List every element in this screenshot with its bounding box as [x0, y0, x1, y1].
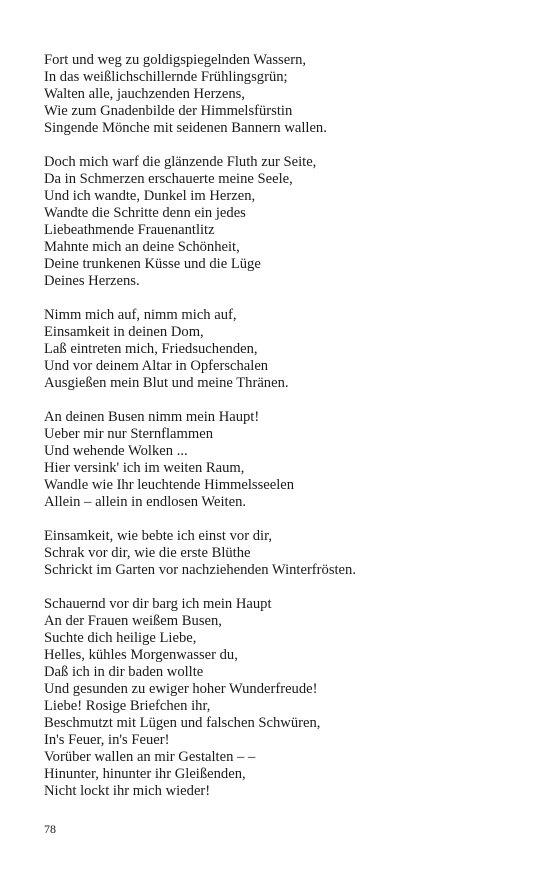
- poem-line: Mahnte mich an deine Schönheit,: [44, 239, 240, 255]
- poem-line: Wie zum Gnadenbilde der Himmelsfürstin: [44, 103, 293, 119]
- poem-line: An deinen Busen nimm mein Haupt!: [44, 409, 260, 425]
- poem-line: Schrickt im Garten vor nachziehenden Winterfrösten.: [44, 562, 356, 578]
- stanza-1: [44, 52, 524, 137]
- poem-line: Da in Schmerzen erschauerte meine Seele,: [44, 171, 293, 187]
- poem-line: Nicht lockt ihr mich wieder!: [44, 783, 211, 799]
- poem-line: An der Frauen weißem Busen,: [44, 613, 222, 629]
- poem-line: Deine trunkenen Küsse und die Lüge: [44, 256, 261, 272]
- poem-line: Und vor deinem Altar in Opferschalen: [44, 358, 269, 374]
- poem-text: [44, 52, 524, 817]
- poem-line: Wandle wie Ihr leuchtende Himmelsseelen: [44, 477, 295, 493]
- poem-line: Und wehende Wolken ...: [44, 443, 188, 459]
- poem-line: Suchte dich heilige Liebe,: [44, 630, 197, 646]
- poem-line: Schauernd vor dir barg ich mein Haupt: [44, 596, 272, 612]
- stanza-6: [44, 596, 524, 800]
- page-number: 78: [44, 822, 56, 836]
- poem-line: Und ich wandte, Dunkel im Herzen,: [44, 188, 256, 204]
- poem-line: Hier versink' ich im weiten Raum,: [44, 460, 245, 476]
- poem-line: In das weißlichschillernde Frühlingsgrün;: [44, 69, 288, 85]
- stanza-4: [44, 409, 524, 511]
- poem-line: Und gesunden zu ewiger hoher Wunderfreude!: [44, 681, 318, 697]
- poem-line: Einsamkeit in deinen Dom,: [44, 324, 204, 340]
- poem-line: In's Feuer, in's Feuer!: [44, 732, 170, 748]
- poem-line: Allein – allein in endlosen Weiten.: [44, 494, 247, 510]
- poem-line: Laß eintreten mich, Friedsuchenden,: [44, 341, 258, 357]
- poem-line: Wandte die Schritte denn ein jedes: [44, 205, 246, 221]
- poem-line: Nimm mich auf, nimm mich auf,: [44, 307, 237, 323]
- stanza-2: [44, 154, 524, 290]
- poem-line: Liebe! Rosige Briefchen ihr,: [44, 698, 211, 714]
- stanza-5: [44, 528, 524, 579]
- poem-line: Ausgießen mein Blut und meine Thränen.: [44, 375, 289, 391]
- poem-line: Schrak vor dir, wie die erste Blüthe: [44, 545, 251, 561]
- poem-line: Beschmutzt mit Lügen und falschen Schwüren,: [44, 715, 321, 731]
- poem-line: Einsamkeit, wie bebte ich einst vor dir,: [44, 528, 272, 544]
- poem-line: Walten alle, jauchzenden Herzens,: [44, 86, 246, 102]
- poem-line: Doch mich warf die glänzende Fluth zur Seite,: [44, 154, 317, 170]
- poem-line: Fort und weg zu goldigspiegelnden Wassern,: [44, 52, 307, 68]
- poem-line: Helles, kühles Morgenwasser du,: [44, 647, 238, 663]
- poem-line: Ueber mir nur Sternflammen: [44, 426, 213, 442]
- poem-line: Daß ich in dir baden wollte: [44, 664, 204, 680]
- poem-line: Hinunter, hinunter ihr Gleißenden,: [44, 766, 246, 782]
- poem-line: Deines Herzens.: [44, 273, 140, 289]
- poem-line: Singende Mönche mit seidenen Bannern wallen.: [44, 120, 327, 136]
- poem-line: Vorüber wallen an mir Gestalten – –: [44, 749, 256, 765]
- stanza-3: [44, 307, 524, 392]
- poem-line: Liebeathmende Frauenantlitz: [44, 222, 215, 238]
